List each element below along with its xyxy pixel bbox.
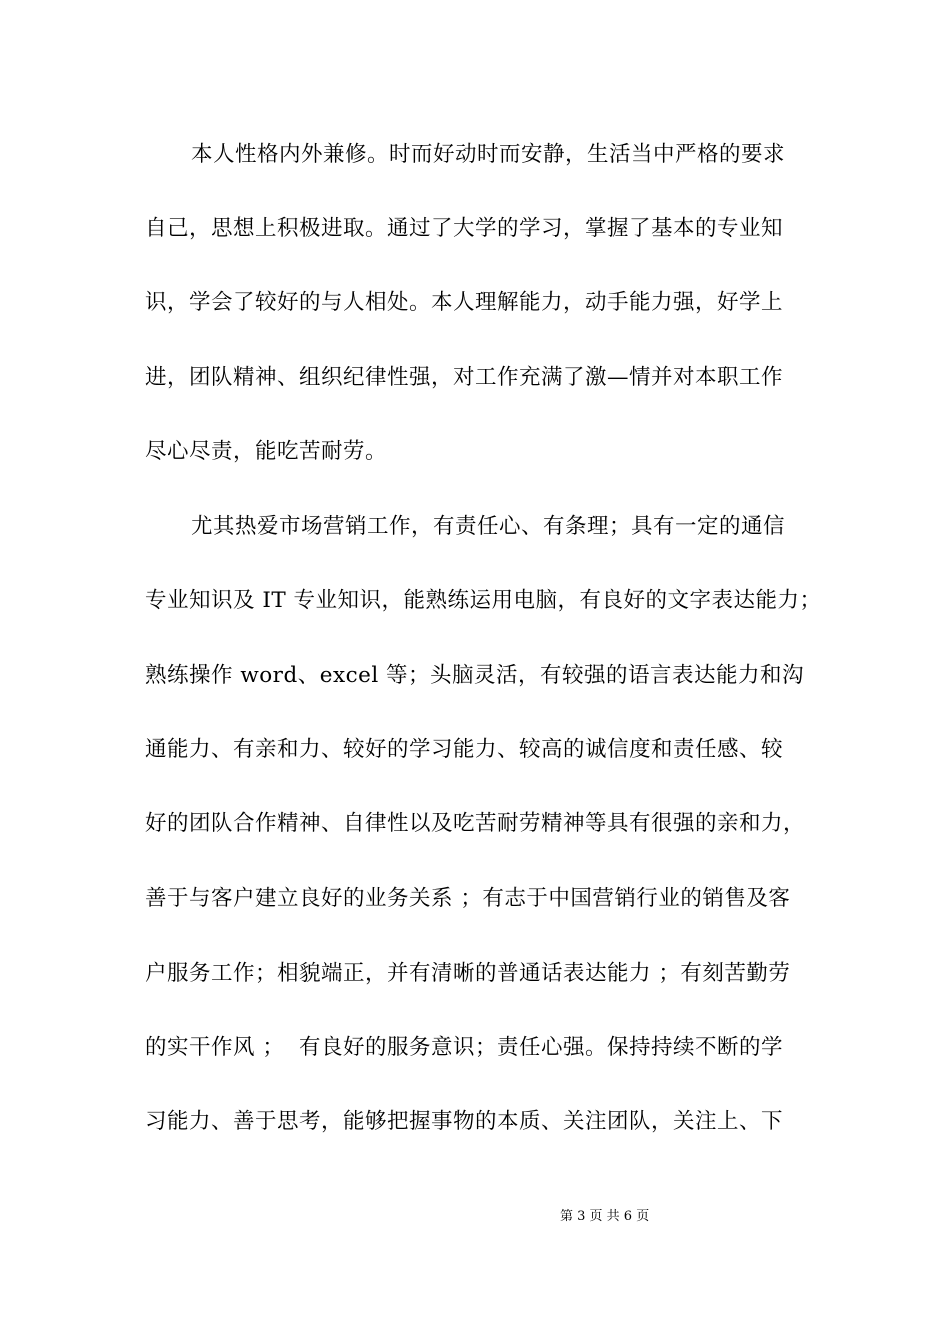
- paragraph-2-line-9: 习能力、善于思考，能够把握事物的本质、关注团队，关注上、下: [145, 1109, 784, 1134]
- paragraph-2-line-3: 熟练操作 word、excel 等；头脑灵活，有较强的语言表达能力和沟: [145, 663, 805, 688]
- paragraph-1-line-4: 进，团队精神、组织纪律性强，对工作充满了激—情并对本职工作: [145, 365, 784, 390]
- paragraph-1-line-1: 本人性格内外兼修。时而好动时而安静，生活当中严格的要求: [191, 142, 786, 167]
- paragraph-1-line-3: 识，学会了较好的与人相处。本人理解能力，动手能力强，好学上: [145, 290, 784, 315]
- paragraph-2-line-6: 善于与客户建立良好的业务关系 ；有志于中国营销行业的销售及客: [145, 886, 791, 911]
- paragraph-2-line-2: 专业知识及 IT 专业知识，能熟练运用电脑，有良好的文字表达能力；: [145, 588, 822, 613]
- paragraph-1-line-5: 尽心尽责，能吃苦耐劳。: [145, 439, 388, 464]
- paragraph-2-line-5: 好的团队合作精神、自律性以及吃苦耐劳精神等具有很强的亲和力，: [145, 811, 806, 836]
- paragraph-1-line-2: 自己，思想上积极进取。通过了大学的学习，掌握了基本的专业知: [145, 216, 784, 241]
- paragraph-2-line-7: 户服务工作；相貌端正，并有清晰的普通话表达能力 ；有刻苦勤劳: [145, 961, 791, 986]
- paragraph-2-line-1: 尤其热爱市场营销工作，有责任心、有条理；具有一定的通信: [191, 514, 786, 539]
- paragraph-2-line-8: 的实干作风 ； 有良好的服务意识；责任心强。保持持续不断的学: [145, 1035, 784, 1060]
- page-footer: 第 3 页 共 6 页: [560, 1209, 650, 1224]
- paragraph-2-line-4: 通能力、有亲和力、较好的学习能力、较高的诚信度和责任感、较: [145, 737, 784, 762]
